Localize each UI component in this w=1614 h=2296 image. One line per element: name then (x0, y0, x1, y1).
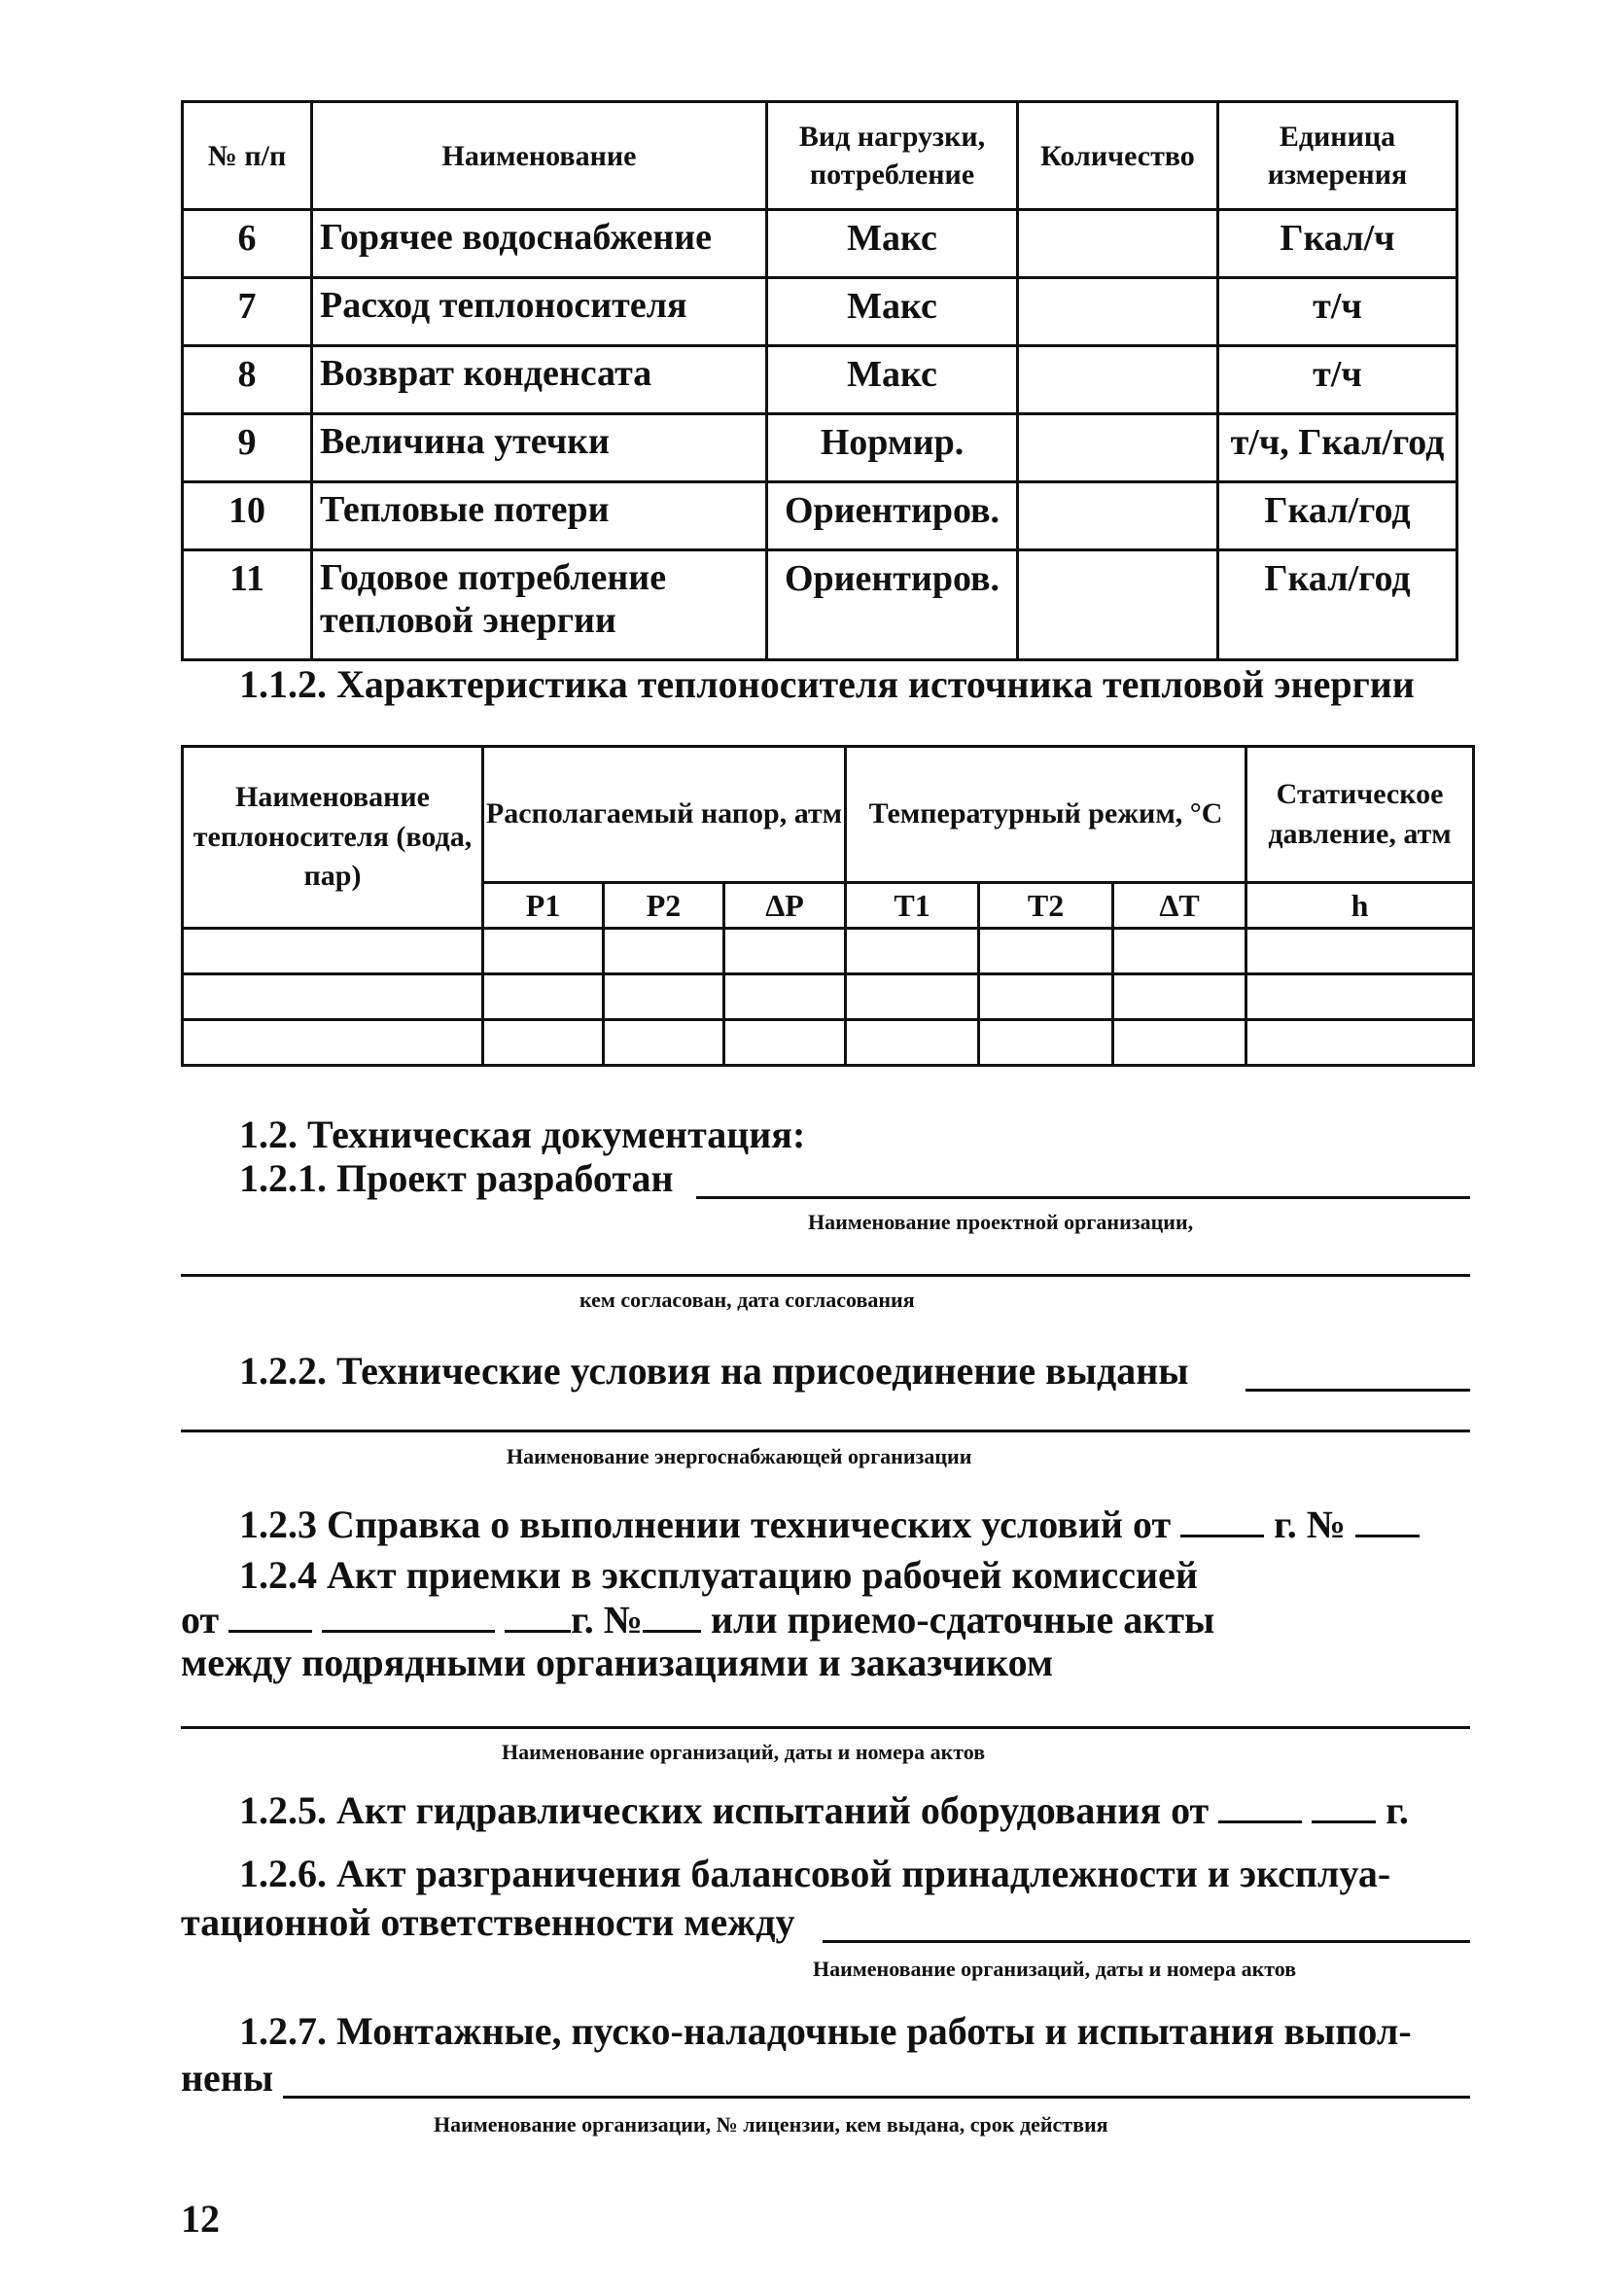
row-num: 6 (183, 210, 312, 278)
table-cell[interactable] (183, 974, 483, 1020)
table-header-row (183, 102, 1457, 210)
row-qty[interactable] (1018, 414, 1218, 482)
row-name: Годовое потребление тепловой энергии (312, 550, 767, 660)
section-1-2-6-line2: тационной ответственности между (181, 1900, 795, 1944)
row-name: Тепловые потери (312, 482, 767, 550)
table-cell[interactable] (1113, 974, 1246, 1020)
table-cell[interactable] (1246, 974, 1474, 1020)
table-row (183, 278, 1457, 346)
table-cell[interactable] (846, 929, 979, 974)
row-type: Ориентиров. (767, 550, 1018, 660)
section-1-2-7-line2: нены (181, 2056, 274, 2100)
section-1-2-3 (239, 1503, 1420, 1544)
table-cell[interactable] (979, 1020, 1113, 1066)
table-cell[interactable] (483, 929, 604, 974)
header-static-pressure: Статическое давление, атм (1246, 747, 1474, 883)
table-row (183, 1020, 1474, 1066)
row-num: 9 (183, 414, 312, 482)
table-cell[interactable] (846, 974, 979, 1020)
section-1-2-5 (239, 1789, 1409, 1830)
test-date-field[interactable] (1218, 1789, 1302, 1823)
table-cell[interactable] (724, 929, 846, 974)
row-unit: Гкал/год (1218, 550, 1457, 660)
header-quantity: Количество (1018, 102, 1218, 210)
table-cell[interactable] (1113, 929, 1246, 974)
table-cell[interactable] (604, 1020, 724, 1066)
section-1-2-4: 1.2.4 Акт приемки в эксплуатацию рабочей комиссией (239, 1553, 1198, 1597)
caption-organizations-acts-2: Наименование организаций, даты и номера актов (813, 1957, 1297, 1981)
header-num: № п/п (183, 102, 312, 210)
year-no-label: г. № (571, 1598, 643, 1642)
table-row (183, 482, 1457, 550)
caption-energy-supplier: Наименование энергоснабжающей организации (507, 1444, 972, 1468)
caption-organizations-acts: Наименование организаций, даты и номера актов (502, 1740, 986, 1764)
row-unit: Гкал/ч (1218, 210, 1457, 278)
row-unit: т/ч (1218, 346, 1457, 414)
section-1-2: 1.2. Техническая документация: (239, 1113, 806, 1156)
header-load-type: Вид нагрузки, потребление (767, 102, 1018, 210)
table-cell[interactable] (979, 974, 1113, 1020)
row-name: Величина утечки (312, 414, 767, 482)
responsibility-parties-field[interactable] (823, 1940, 1470, 1943)
row-num: 8 (183, 346, 312, 414)
section-1-2-2: 1.2.2. Технические условия на присоединение выданы (239, 1349, 1189, 1393)
subheader-dt: ΔT (1113, 883, 1246, 929)
month-field[interactable] (322, 1599, 495, 1633)
row-qty[interactable] (1018, 210, 1218, 278)
year-field[interactable] (505, 1599, 571, 1633)
row-qty[interactable] (1018, 278, 1218, 346)
table-cell[interactable] (604, 929, 724, 974)
section-heading-1-1-2: 1.1.2. Характеристика теплоносителя источника тепловой энергии (239, 662, 1415, 706)
table-cell[interactable] (183, 1020, 483, 1066)
table-cell[interactable] (483, 1020, 604, 1066)
row-name: Расход теплоносителя (312, 278, 767, 346)
row-unit: Гкал/год (1218, 482, 1457, 550)
section-1-2-4-line3: между подрядными организациями и заказчиком (181, 1641, 1054, 1684)
organizations-acts-field[interactable] (181, 1726, 1470, 1729)
table-row (183, 550, 1457, 660)
row-qty[interactable] (1018, 346, 1218, 414)
row-qty[interactable] (1018, 482, 1218, 550)
row-unit: т/ч (1218, 278, 1457, 346)
contractor-field[interactable] (283, 2096, 1470, 2099)
subheader-t2: T2 (979, 883, 1113, 929)
row-num: 7 (183, 278, 312, 346)
row-name: Горячее водоснабжение (312, 210, 767, 278)
section-1-2-5-label: 1.2.5. Акт гидравлических испытаний оборудования от (239, 1788, 1210, 1832)
header-carrier: Наименование теплоносителя (вода, пар) (183, 747, 483, 929)
row-type: Ориентиров. (767, 482, 1018, 550)
subheader-p1: P1 (483, 883, 604, 929)
table-cell[interactable] (604, 974, 724, 1020)
page-number: 12 (181, 2197, 220, 2241)
section-1-2-3-no: г. № (1274, 1502, 1346, 1546)
section-1-2-4-line2 (181, 1599, 1214, 1640)
row-type: Макс (767, 278, 1018, 346)
day-field[interactable] (228, 1599, 312, 1633)
section-1-2-7: 1.2.7. Монтажные, пуско-наладочные работы и испытания выпол- (239, 2009, 1412, 2053)
table-cell[interactable] (724, 1020, 846, 1066)
table-row (183, 210, 1457, 278)
load-table (181, 100, 1458, 661)
from-label: от (181, 1598, 220, 1642)
table-cell[interactable] (183, 929, 483, 974)
date-field[interactable] (1180, 1503, 1264, 1537)
table-header-row (183, 747, 1474, 883)
project-developer-field[interactable] (696, 1196, 1470, 1199)
approval-field[interactable] (181, 1274, 1470, 1277)
table-row (183, 929, 1474, 974)
header-temperature: Температурный режим, °С (846, 747, 1246, 883)
table-cell[interactable] (1113, 1020, 1246, 1066)
row-num: 10 (183, 482, 312, 550)
row-type: Нормир. (767, 414, 1018, 482)
number-field[interactable] (1355, 1503, 1420, 1537)
table-cell[interactable] (724, 974, 846, 1020)
row-unit: т/ч, Гкал/год (1218, 414, 1457, 482)
header-unit: Единица измерения (1218, 102, 1457, 210)
row-num: 11 (183, 550, 312, 660)
acceptance-rest-label: или приемо-сдаточные акты (710, 1598, 1215, 1642)
test-year-field[interactable] (1312, 1789, 1376, 1823)
table-cell[interactable] (483, 974, 604, 1020)
header-available-head: Располагаемый напор, атм (483, 747, 846, 883)
subheader-t1: T1 (846, 883, 979, 929)
header-name: Наименование (312, 102, 767, 210)
table-cell[interactable] (979, 929, 1113, 974)
energy-supplier-field[interactable] (181, 1430, 1470, 1432)
row-qty[interactable] (1018, 550, 1218, 660)
row-name: Возврат конденсата (312, 346, 767, 414)
subheader-h: h (1246, 883, 1474, 929)
table-cell[interactable] (846, 1020, 979, 1066)
table-row (183, 346, 1457, 414)
table-row (183, 974, 1474, 1020)
subheader-dp: ΔP (724, 883, 846, 929)
carrier-table (181, 745, 1475, 1067)
section-1-2-1-label: 1.2.1. Проект разработан (239, 1156, 674, 1200)
row-type: Макс (767, 210, 1018, 278)
tech-conditions-field[interactable] (1246, 1389, 1470, 1392)
section-1-2-6: 1.2.6. Акт разграничения балансовой принадлежности и эксплуа- (239, 1852, 1391, 1895)
table-cell[interactable] (1246, 1020, 1474, 1066)
table-cell[interactable] (1246, 929, 1474, 974)
row-type: Макс (767, 346, 1018, 414)
caption-approval: кем согласован, дата согласования (579, 1288, 915, 1312)
section-1-2-5-g: г. (1386, 1788, 1409, 1832)
table-row (183, 414, 1457, 482)
subheader-p2: P2 (604, 883, 724, 929)
caption-contractor-license: Наименование организации, № лицензии, кем выдана, срок действия (434, 2112, 1108, 2137)
caption-design-org: Наименование проектной организации, (808, 1210, 1194, 1234)
section-1-2-1 (239, 1156, 674, 1200)
act-number-field[interactable] (643, 1599, 701, 1633)
section-1-2-3-label: 1.2.3 Справка о выполнении технических условий от (239, 1502, 1172, 1546)
